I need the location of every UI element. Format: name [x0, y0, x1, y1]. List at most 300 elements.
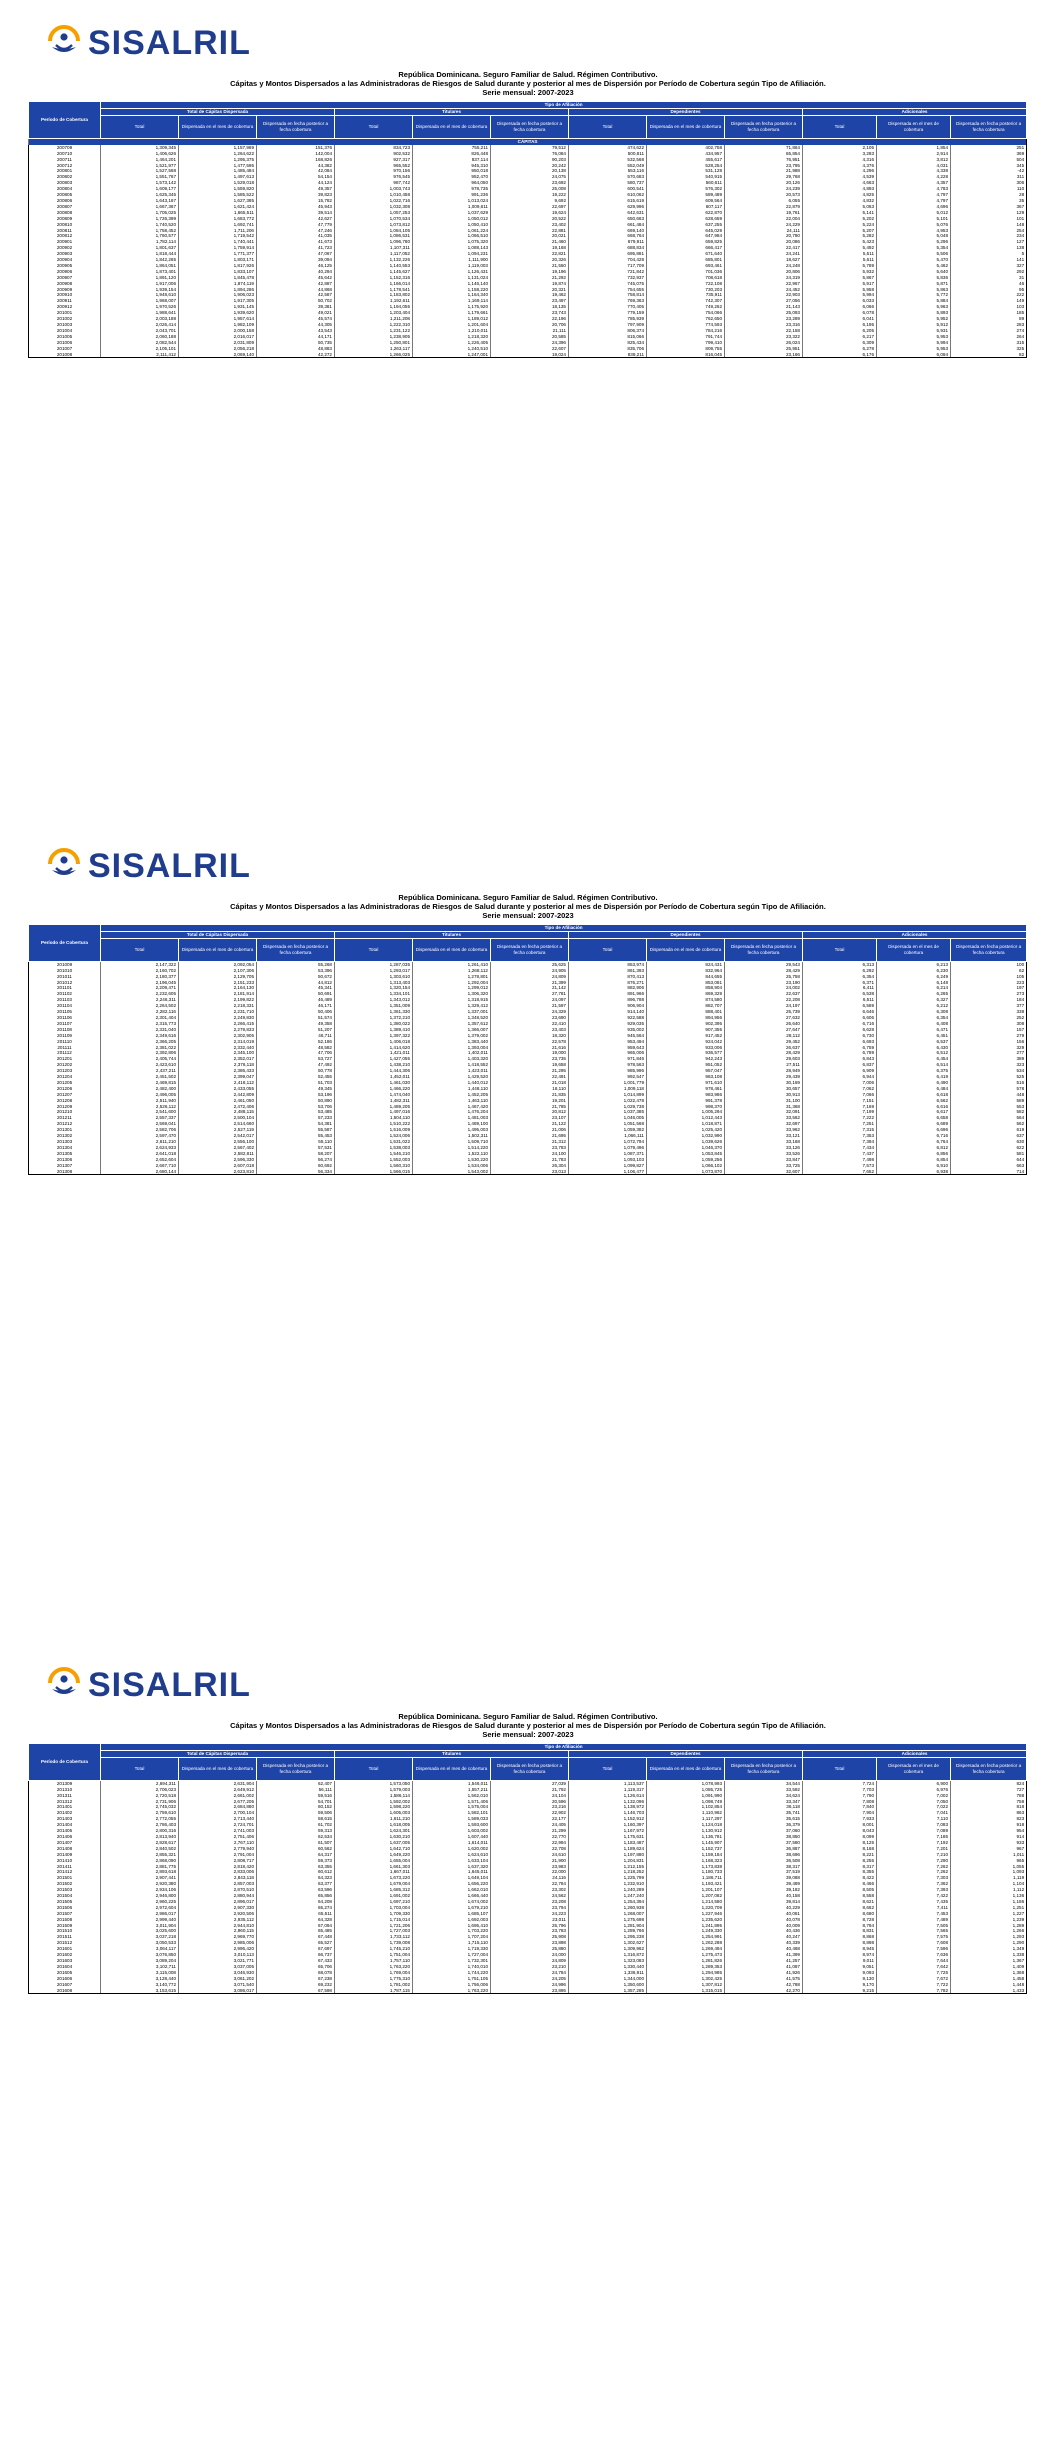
value-cell: 1,607,440 — [413, 1834, 491, 1840]
value-cell: 7,192 — [877, 1840, 951, 1846]
value-cell: 19,201 — [491, 1098, 569, 1104]
value-cell: 7,303 — [877, 1875, 951, 1881]
value-cell: 1,673,220 — [335, 1875, 413, 1881]
value-cell: 774,593 — [647, 322, 725, 328]
value-cell: 4,316 — [803, 157, 877, 163]
value-cell: 5,048 — [877, 233, 951, 239]
header-col-total: Total — [335, 115, 413, 138]
period-cell: 201405 — [29, 1828, 101, 1834]
value-cell: 582 — [951, 1109, 1027, 1115]
value-cell: 1,621,424 — [179, 204, 257, 210]
value-cell: 1,655,004 — [335, 1858, 413, 1864]
header-periodo: Período de Cobertura — [29, 925, 101, 962]
value-cell: 637 — [951, 1133, 1027, 1139]
value-cell: 826,448 — [413, 151, 491, 157]
value-cell: 60,692 — [257, 1163, 335, 1169]
value-cell: 8,898 — [803, 1940, 877, 1946]
value-cell: 67,094 — [257, 1923, 335, 1929]
value-cell: 6,213 — [877, 961, 951, 967]
value-cell: 41,035 — [257, 233, 335, 239]
value-cell: 1,685,107 — [413, 1911, 491, 1917]
value-cell: 7,083 — [877, 1822, 951, 1828]
value-cell: 3,064,117 — [101, 1946, 179, 1952]
value-cell: 5,963 — [877, 304, 951, 310]
value-cell: 1,497,016 — [335, 1109, 413, 1115]
value-cell: 2,999,440 — [101, 1917, 179, 1923]
period-cell: 201210 — [29, 1109, 101, 1115]
value-cell: 1,329,412 — [413, 1003, 491, 1009]
value-cell: 1,482,311 — [335, 1098, 413, 1104]
value-cell: 1,078,993 — [647, 1780, 725, 1786]
value-cell: 323 — [951, 1062, 1027, 1068]
value-cell: 33,526 — [725, 1151, 803, 1157]
value-cell: 2,500,104 — [179, 1115, 257, 1121]
value-cell: 2,944,810 — [179, 1923, 257, 1929]
value-cell: 46 — [951, 281, 1027, 287]
header-tipo-afiliacion: Tipo de Afiliación — [101, 102, 1027, 109]
value-cell: 1,433 — [951, 1988, 1027, 1994]
value-cell: 23,983 — [491, 1864, 569, 1870]
value-cell: 1,227,946 — [647, 1911, 725, 1917]
value-cell: 65,854 — [725, 151, 803, 157]
period-cell: 201012 — [29, 980, 101, 986]
value-cell: 149 — [951, 298, 1027, 304]
value-cell: 2,607,018 — [179, 1163, 257, 1169]
value-cell: 5,871 — [877, 281, 951, 287]
value-cell: 589 — [951, 1098, 1027, 1104]
value-cell: 7,201 — [877, 1846, 951, 1852]
value-cell: 222 — [951, 292, 1027, 298]
value-cell: 970,156 — [335, 168, 413, 174]
value-cell: 51,574 — [257, 1015, 335, 1021]
value-cell: 67,433 — [257, 1958, 335, 1964]
value-cell: 21,785 — [491, 1104, 569, 1110]
header-col-dispersada-posterior: Dispersada en fecha posterior a fecha cobertura — [951, 1757, 1027, 1780]
value-cell: 39,182 — [725, 1887, 803, 1893]
value-cell: 727 — [951, 1787, 1027, 1793]
value-cell: 2,833,006 — [179, 1869, 257, 1875]
value-cell: 1,146,140 — [413, 281, 491, 287]
value-cell: 23,403 — [491, 1027, 569, 1033]
value-cell: 44,171 — [257, 334, 335, 340]
value-cell: 985,996 — [569, 1068, 647, 1074]
value-cell: 105 — [951, 974, 1027, 980]
value-cell: 1,489,100 — [413, 1121, 491, 1127]
period-cell: 201606 — [29, 1976, 101, 1982]
value-cell: 24,319 — [725, 275, 803, 281]
value-cell: 2,472,406 — [179, 1104, 257, 1110]
value-cell: 22,821 — [491, 251, 569, 257]
value-cell: 20,522 — [491, 216, 569, 222]
value-cell: 1,403,320 — [413, 1056, 491, 1062]
value-cell: 1,803,171 — [179, 257, 257, 263]
value-cell: 7,596 — [877, 1946, 951, 1952]
section-label-capitas: CÁPITAS — [29, 138, 1027, 145]
value-cell: 1,012,443 — [647, 1115, 725, 1121]
value-cell: 1,247,240 — [569, 1893, 647, 1899]
value-cell: 5,994 — [803, 292, 877, 298]
value-cell: 1,763,220 — [335, 1964, 413, 1970]
value-cell: 1,438,210 — [335, 1062, 413, 1068]
header-group-total: Total de Cápitas Dispersada — [101, 108, 335, 115]
value-cell: 252 — [951, 1015, 1027, 1021]
value-cell: 1,175,631 — [569, 1834, 647, 1840]
value-cell: 5,202 — [803, 216, 877, 222]
value-cell: 2,843,118 — [179, 1875, 257, 1881]
header-col-dispersada-posterior: Dispersada en fecha posterior a fecha cobertura — [725, 1757, 803, 1780]
value-cell: 6,078 — [803, 310, 877, 316]
value-cell: 3,061,202 — [179, 1976, 257, 1982]
value-cell: 2,567,402 — [179, 1145, 257, 1151]
value-cell: 914,140 — [569, 1009, 647, 1015]
period-cell: 201011 — [29, 974, 101, 980]
value-cell: 67,598 — [257, 1988, 335, 1994]
value-cell: 869,329 — [647, 991, 725, 997]
value-cell: 6,265 — [877, 991, 951, 997]
value-cell: 434,957 — [647, 151, 725, 157]
value-cell: 1,477,595 — [179, 163, 257, 169]
header-group-titulares: Titulares — [335, 931, 569, 938]
period-cell: 200905 — [29, 263, 101, 269]
value-cell: 42,627 — [257, 216, 335, 222]
value-cell: 7,644 — [877, 1958, 951, 1964]
value-cell: 6,205 — [803, 328, 877, 334]
value-cell: 2,652,604 — [101, 1157, 179, 1163]
period-cell: 201501 — [29, 1875, 101, 1881]
period-cell: 201110 — [29, 1039, 101, 1045]
value-cell: 1,145,627 — [335, 269, 413, 275]
value-cell: 1,782,114 — [101, 239, 179, 245]
header-col-total: Total — [569, 1757, 647, 1780]
value-cell: 23,497 — [491, 298, 569, 304]
value-cell: 47,246 — [257, 228, 335, 234]
value-cell: 1,266,025 — [335, 352, 413, 358]
value-cell: 23,011 — [491, 1917, 569, 1923]
value-cell: 50,691 — [257, 991, 335, 997]
value-cell: 560,611 — [647, 180, 725, 186]
period-cell: 201302 — [29, 1133, 101, 1139]
value-cell: 53,485 — [257, 1109, 335, 1115]
value-cell: 3,037,005 — [179, 1964, 257, 1970]
value-cell: 1,059,256 — [647, 1157, 725, 1163]
value-cell: 6,562 — [877, 1098, 951, 1104]
value-cell: 21,006 — [491, 1127, 569, 1133]
value-cell: 2,301,404 — [101, 1015, 179, 1021]
period-cell: 201104 — [29, 1003, 101, 1009]
value-cell: 791,744 — [647, 334, 725, 340]
value-cell: 66,737 — [257, 1952, 335, 1958]
value-cell: 42,887 — [257, 281, 335, 287]
value-cell: 25,880 — [491, 1946, 569, 1952]
value-cell: 1,189,624 — [569, 1846, 647, 1852]
value-cell: 669,140 — [569, 228, 647, 234]
value-cell: 21,835 — [491, 1092, 569, 1098]
value-cell: 1,119,003 — [413, 263, 491, 269]
value-cell: 4,539 — [803, 174, 877, 180]
value-cell: 23,210 — [491, 1964, 569, 1970]
value-cell: 2,907,330 — [179, 1905, 257, 1911]
value-cell: 853,081 — [647, 980, 725, 986]
value-cell: 1,423,011 — [413, 1068, 491, 1074]
value-cell: 7,489 — [877, 1917, 951, 1923]
value-cell: 650,663 — [569, 216, 647, 222]
value-cell: 1,624,301 — [335, 1828, 413, 1834]
value-cell: 957,047 — [647, 1068, 725, 1074]
value-cell: 891,966 — [569, 991, 647, 997]
value-cell: 945,564 — [569, 1033, 647, 1039]
period-cell: 201108 — [29, 1027, 101, 1033]
value-cell: 22,158 — [725, 328, 803, 334]
value-cell: 1,957,614 — [179, 316, 257, 322]
title-line-2: Cápitas y Montos Dispersados a las Administradoras de Riesgos de Salud durante y posterior al mes de Dispersión por Período de Cobertura según Tipo de Afiliación. — [230, 902, 826, 911]
value-cell: 48,582 — [257, 1045, 335, 1051]
value-cell: 619 — [951, 1127, 1027, 1133]
value-cell: 6,278 — [803, 346, 877, 352]
value-cell: 1,649,220 — [335, 1852, 413, 1858]
value-cell: 758,814 — [569, 292, 647, 298]
value-cell: 60,562 — [257, 1846, 335, 1852]
value-cell: 1,502,311 — [413, 1133, 491, 1139]
value-cell: 762,650 — [647, 316, 725, 322]
value-cell: 1,409 — [951, 1964, 1027, 1970]
value-cell: 1,098,749 — [647, 1799, 725, 1805]
value-cell: 21,018 — [491, 1080, 569, 1086]
period-cell: 201307 — [29, 1163, 101, 1169]
value-cell: 2,745,032 — [101, 1804, 179, 1810]
period-cell: 201212 — [29, 1121, 101, 1127]
value-cell: 24,000 — [491, 1952, 569, 1958]
logo-text: SISALRIL — [88, 23, 251, 62]
value-cell: 6,055 — [725, 198, 803, 204]
value-cell: 609,564 — [647, 198, 725, 204]
value-cell: 888,401 — [647, 1009, 725, 1015]
value-cell: 1,073,870 — [647, 1169, 725, 1175]
report-page-1 — [0, 20, 1056, 420]
value-cell: 2,266,415 — [179, 1021, 257, 1027]
table-row — [29, 1169, 1027, 1175]
value-cell: 1,146,703 — [569, 1810, 647, 1816]
value-cell: 1,683,772 — [179, 216, 257, 222]
value-cell: 578 — [951, 1086, 1027, 1092]
header-col-total: Total — [569, 115, 647, 138]
value-cell: 917,452 — [647, 1033, 725, 1039]
value-cell: 8,001 — [803, 1822, 877, 1828]
value-cell: 4,832 — [803, 198, 877, 204]
value-cell: 2,069,140 — [179, 352, 257, 358]
value-cell: 6,033 — [803, 298, 877, 304]
value-cell: 1,132,226 — [335, 257, 413, 263]
value-cell: 1,531,022 — [335, 1139, 413, 1145]
value-cell: 1,275,473 — [647, 1952, 725, 1958]
value-cell: 661,484 — [569, 222, 647, 228]
value-cell: 59,313 — [257, 1828, 335, 1834]
value-cell: 1,250,801 — [335, 340, 413, 346]
value-cell: 1,263,117 — [335, 346, 413, 352]
value-cell: 151,376 — [257, 145, 335, 151]
value-cell: 1,022,478 — [569, 1098, 647, 1104]
value-cell: 1,366,007 — [413, 1027, 491, 1033]
value-cell: 1,917,305 — [179, 298, 257, 304]
value-cell: 2,405,744 — [101, 1056, 179, 1062]
value-cell: 1,598,220 — [335, 1804, 413, 1810]
value-cell: 1,818,444 — [101, 251, 179, 257]
value-cell: 2,331,040 — [101, 1027, 179, 1033]
value-cell: 5,789 — [803, 263, 877, 269]
value-cell: 1,032,308 — [335, 204, 413, 210]
value-cell: 1,320,154 — [335, 985, 413, 991]
value-cell: 7,185 — [877, 1834, 951, 1840]
value-cell: 8,505 — [803, 1887, 877, 1893]
value-cell: 22,196 — [491, 316, 569, 322]
value-cell: 9,011 — [803, 1958, 877, 1964]
value-cell: 525 — [951, 1074, 1027, 1080]
value-cell: 1,817,926 — [179, 263, 257, 269]
value-cell: 1,289 — [951, 1923, 1027, 1929]
value-cell: 24,809 — [491, 1958, 569, 1964]
value-cell: 2,556,100 — [179, 1139, 257, 1145]
value-cell: 1,046,370 — [647, 1145, 725, 1151]
value-cell: 991,236 — [413, 192, 491, 198]
value-cell: 1,609,177 — [101, 186, 179, 192]
value-cell: 25,951 — [725, 346, 803, 352]
value-cell: 1,585,522 — [179, 192, 257, 198]
value-cell: 1,402,011 — [413, 1050, 491, 1056]
value-cell: 90,203 — [491, 157, 569, 163]
value-cell: 1,771,377 — [179, 251, 257, 257]
value-cell: 20,086 — [725, 239, 803, 245]
value-cell: 6,606 — [803, 1015, 877, 1021]
value-cell: 138 — [951, 245, 1027, 251]
value-cell: 6,646 — [803, 1009, 877, 1015]
value-cell: 6,589 — [803, 1003, 877, 1009]
value-cell: 1,579,003 — [335, 1787, 413, 1793]
value-cell: 6,214 — [877, 985, 951, 991]
value-cell: 24,405 — [491, 1822, 569, 1828]
value-cell: 1,763,220 — [413, 1988, 491, 1994]
value-cell: 264 — [951, 334, 1027, 340]
value-cell: 3,128,440 — [101, 1976, 179, 1982]
value-cell: 2,880,944 — [179, 1893, 257, 1899]
value-cell: 1,011 — [951, 1852, 1027, 1858]
period-cell: 200909 — [29, 287, 101, 293]
value-cell: 963,108 — [647, 1074, 725, 1080]
period-cell: 200807 — [29, 204, 101, 210]
period-cell: 201112 — [29, 1050, 101, 1056]
value-cell: 27,511 — [725, 1062, 803, 1068]
value-cell: 1,260,938 — [569, 1905, 647, 1911]
period-cell: 201505 — [29, 1899, 101, 1905]
value-cell: 69,232 — [257, 1982, 335, 1988]
value-cell: 7,575 — [877, 1934, 951, 1940]
value-cell: 861,393 — [569, 968, 647, 974]
value-cell: 3,283 — [803, 151, 877, 157]
period-cell: 201004 — [29, 328, 101, 334]
value-cell: 8,125 — [803, 1840, 877, 1846]
value-cell: 7,840 — [803, 1804, 877, 1810]
value-cell: 6,628 — [803, 1027, 877, 1033]
header-col-dispersada-mes: Dispersada en el mes de cobertura — [179, 1757, 257, 1780]
value-cell: 55,268 — [257, 961, 335, 967]
value-cell: 2,611,210 — [101, 1139, 179, 1145]
value-cell: 950,018 — [413, 168, 491, 174]
value-cell: 27,781 — [491, 991, 569, 997]
value-cell: 29,439 — [725, 1074, 803, 1080]
value-cell: 1,429,520 — [413, 1074, 491, 1080]
value-cell: 1,010,458 — [335, 192, 413, 198]
value-cell: 6,789 — [803, 1050, 877, 1056]
value-cell: 22,770 — [491, 1834, 569, 1840]
header-col-dispersada-posterior: Dispersada en fecha posterior a fecha cobertura — [951, 938, 1027, 961]
value-cell: 51,703 — [257, 1080, 335, 1086]
value-cell: 2,557,337 — [101, 1115, 179, 1121]
value-cell: 7,151 — [803, 1098, 877, 1104]
value-cell: 835,706 — [569, 346, 647, 352]
header-col-dispersada-mes: Dispersada en el mes de cobertura — [877, 938, 951, 961]
title-line-1: República Dominicana. Seguro Familiar de Salud. Régimen Contributivo. — [398, 893, 658, 902]
value-cell: 5,952 — [877, 316, 951, 322]
header-col-total: Total — [335, 1757, 413, 1780]
header-col-total: Total — [569, 938, 647, 961]
value-cell: 2,960,225 — [101, 1899, 179, 1905]
sisalril-emblem-icon — [44, 23, 84, 63]
value-cell: 7,904 — [803, 1810, 877, 1816]
value-cell: 21,783 — [491, 1157, 569, 1163]
value-cell: 749,262 — [647, 304, 725, 310]
value-cell: 1,145,907 — [647, 1840, 725, 1846]
period-cell: 200806 — [29, 198, 101, 204]
value-cell: 5,076 — [877, 222, 951, 228]
value-cell: 24,229 — [725, 222, 803, 228]
value-cell: 1,262,288 — [647, 1940, 725, 1946]
value-cell: 50,778 — [257, 1068, 335, 1074]
value-cell: 2,092,054 — [179, 961, 257, 967]
value-cell: 1,084,105 — [335, 228, 413, 234]
value-cell: 19,024 — [491, 352, 569, 358]
value-cell: 315 — [951, 340, 1027, 346]
period-cell: 201509 — [29, 1923, 101, 1929]
value-cell: 695,881 — [569, 251, 647, 257]
value-cell: 2,461,050 — [179, 1098, 257, 1104]
value-cell: 21,295 — [491, 1068, 569, 1074]
value-cell: 1,086,531 — [335, 233, 413, 239]
period-cell: 201204 — [29, 1074, 101, 1080]
value-cell: 1,495,003 — [413, 1127, 491, 1133]
value-cell: 553,116 — [569, 168, 647, 174]
period-cell: 201512 — [29, 1940, 101, 1946]
value-cell: 1,467,420 — [413, 1104, 491, 1110]
value-cell: 2,720,518 — [101, 1793, 179, 1799]
value-cell: 1,695,410 — [413, 1923, 491, 1929]
value-cell: 589,489 — [647, 192, 725, 198]
value-cell: 3,812 — [877, 157, 951, 163]
value-cell: 59,516 — [257, 1793, 335, 1799]
value-cell: 809,755 — [647, 346, 725, 352]
value-cell: 1,733,112 — [335, 1934, 413, 1940]
value-cell: 7,790 — [803, 1793, 877, 1799]
value-cell: 1,099,827 — [569, 1163, 647, 1169]
period-cell: 201511 — [29, 1934, 101, 1940]
value-cell: 24,452 — [725, 287, 803, 293]
header-col-dispersada-posterior: Dispersada en fecha posterior a fecha cobertura — [725, 115, 803, 138]
value-cell: 745,075 — [569, 281, 647, 287]
value-cell: 2,423,610 — [101, 1062, 179, 1068]
value-cell: 279 — [951, 1033, 1027, 1039]
value-cell: 2,147,322 — [101, 961, 179, 967]
value-cell: 40,158 — [725, 1893, 803, 1899]
value-cell: 142,004 — [257, 151, 335, 157]
value-cell: 60,612 — [257, 1869, 335, 1875]
value-cell: 3,102,711 — [101, 1964, 179, 1970]
